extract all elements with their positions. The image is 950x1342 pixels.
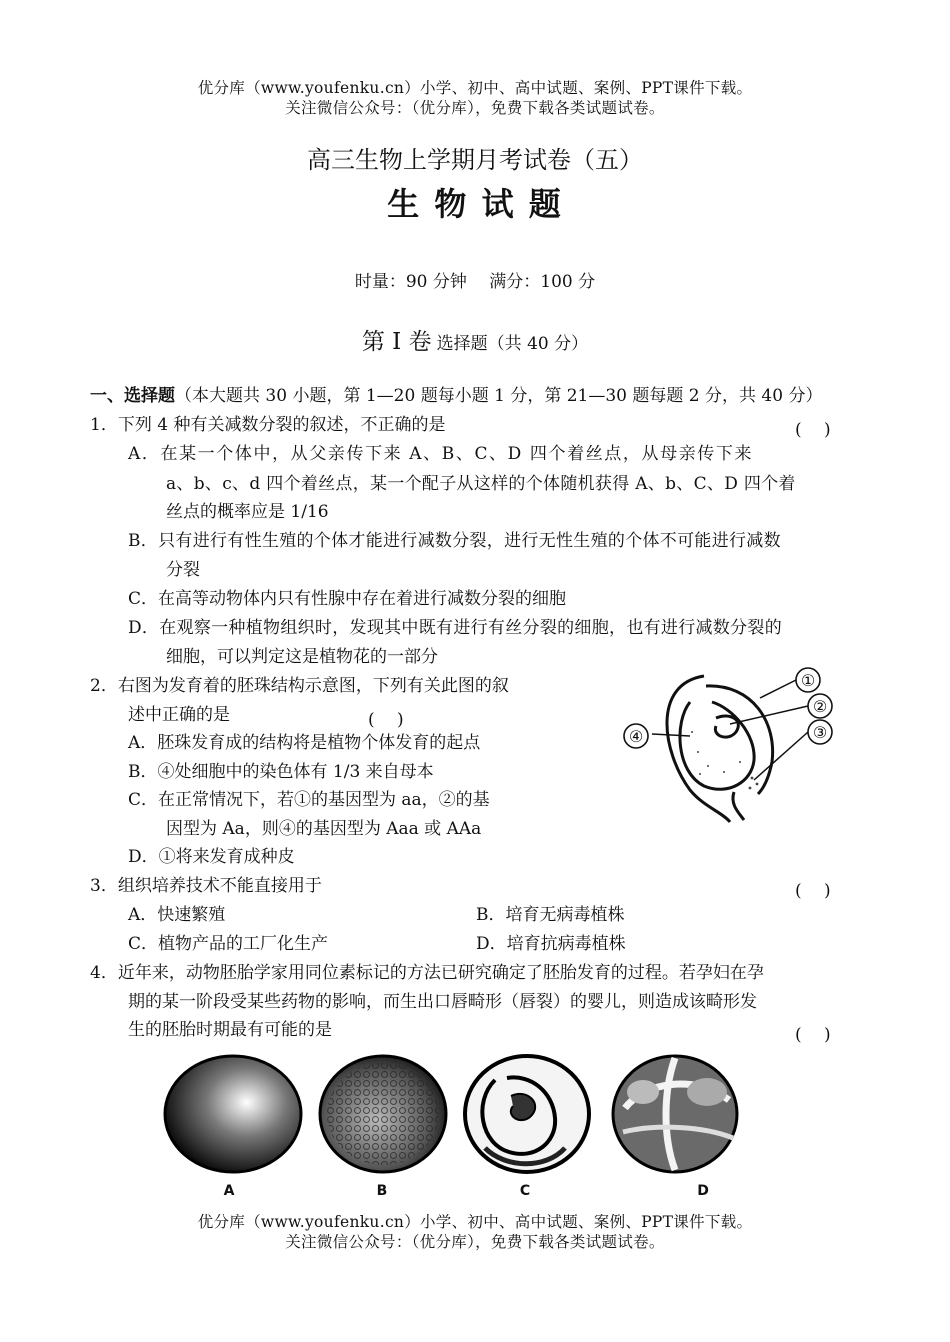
q2-option-d: D．①将来发育成种皮 xyxy=(128,847,295,867)
part-desc: 选择题（共 40 分） xyxy=(436,334,589,354)
q1-option-a-line3: 丝点的概率应是 1/16 xyxy=(166,502,329,522)
q1-option-b-line1: B．只有进行有性生殖的个体才能进行减数分裂，进行无性生殖的个体不可能进行减数 xyxy=(128,531,781,551)
section-label: 一、选择题 xyxy=(90,386,175,406)
exam-title: 高三生物上学期月考试卷（五） xyxy=(307,146,643,174)
label-1: ① xyxy=(800,671,816,690)
ovule-cell-dots xyxy=(691,731,758,789)
q3-option-d: D．培育抗病毒植株 xyxy=(476,934,626,954)
q1-option-a-line2: a、b、c、d 四个着丝点，某一个配子从这样的个体随机获得 A、b、C、D 四个着 xyxy=(166,474,796,494)
embryo-label-d: D xyxy=(697,1183,709,1199)
embryo-label-a: A xyxy=(223,1183,235,1199)
section-note: （本大题共 30 小题，第 1—20 题每小题 1 分，第 21—30 题每题 2 分，共 40 分） xyxy=(175,386,823,406)
q4-stem-line2: 期的某一阶段受某些药物的影响，而生出口唇畸形（唇裂）的婴儿，则造成该畸形发 xyxy=(128,992,757,1012)
ovule-stalk xyxy=(733,792,744,820)
q1-option-b-line2: 分裂 xyxy=(166,560,200,580)
embryo-b-blastula xyxy=(320,1056,446,1172)
footer-line-2: 关注微信公众号：（优分库），免费下载各类试题试卷。 xyxy=(285,1233,665,1251)
q1-option-d-line1: D．在观察一种植物组织时，发现其中既有进行有丝分裂的细胞，也有进行减数分裂的 xyxy=(128,618,783,638)
q2-answer-paren: ( ) xyxy=(368,710,404,730)
ovule-diagram xyxy=(612,662,852,826)
embryo-label-c: C xyxy=(519,1183,531,1199)
q3-option-a: A．快速繁殖 xyxy=(128,905,226,925)
q4-stem-line3: 生的胚胎时期最有可能的是 xyxy=(128,1020,332,1040)
pointer-line-4 xyxy=(652,734,690,736)
label-4: ④ xyxy=(628,727,644,746)
q2-option-c-line2: 因型为 Aa，则④的基因型为 Aaa 或 AAa xyxy=(166,819,482,839)
header-line-2: 关注微信公众号：（优分库），免费下载各类试题试卷。 xyxy=(285,99,665,117)
label-2: ② xyxy=(812,697,828,716)
q3-option-b: B．培育无病毒植株 xyxy=(476,905,625,925)
embryo-figures xyxy=(155,1052,770,1204)
ovule-embryo-sac xyxy=(680,702,754,789)
q4-stem-line1: 4．近年来，动物胚胎学家用同位素标记的方法已研究确定了胚胎发育的过程。若孕妇在孕 xyxy=(90,963,764,983)
embryo-c-neurula xyxy=(465,1056,589,1172)
subject-title: 生 物 试 题 xyxy=(387,185,563,223)
pointer-line-2 xyxy=(730,706,808,724)
part-heading xyxy=(0,327,950,359)
ovule-outer-integument xyxy=(667,676,730,822)
q1-option-d-line2: 细胞，可以判定这是植物花的一部分 xyxy=(166,647,438,667)
pointer-line-1 xyxy=(760,680,796,698)
header-line-1: 优分库（www.youfenku.cn）小学、初中、高中试题、案例、PPT课件下载。 xyxy=(197,79,753,97)
footer-line-1: 优分库（www.youfenku.cn）小学、初中、高中试题、案例、PPT课件下载。 xyxy=(197,1213,753,1231)
q4-answer-paren: ( ) xyxy=(795,1025,831,1045)
q2-option-a: A．胚珠发育成的结构将是植物个体发育的起点 xyxy=(128,733,481,753)
exam-info: 时量：90 分钟 满分：100 分 xyxy=(354,272,596,292)
section-heading xyxy=(90,386,822,406)
q3-answer-paren: ( ) xyxy=(795,881,831,901)
q2-stem-line1: 2．右图为发育着的胚珠结构示意图，下列有关此图的叙 xyxy=(90,676,509,696)
embryo-a-morula xyxy=(165,1056,301,1172)
q1-option-c: C．在高等动物体内只有性腺中存在着进行减数分裂的细胞 xyxy=(128,589,567,609)
label-3: ③ xyxy=(812,723,828,742)
ovule-embryo xyxy=(715,716,738,737)
embryo-d-cleavage xyxy=(613,1056,737,1172)
q2-option-b: B．④处细胞中的染色体有 1/3 来自母本 xyxy=(128,762,434,782)
q1-answer-paren: ( ) xyxy=(795,420,831,440)
q1-option-a-line1: A．在某一个体中，从父亲传下来 A、B、C、D 四个着丝点，从母亲传下来 xyxy=(128,444,754,464)
q3-stem: 3．组织培养技术不能直接用于 xyxy=(90,876,322,896)
part-label: 第 Ⅰ 卷 xyxy=(361,329,432,355)
q2-option-c-line1: C．在正常情况下，若①的基因型为 aa，②的基 xyxy=(128,790,490,810)
q1-stem: 1．下列 4 种有关减数分裂的叙述，不正确的是 xyxy=(90,415,446,435)
pointer-line-3 xyxy=(754,732,808,780)
embryo-label-b: B xyxy=(376,1183,388,1199)
q3-option-c: C．植物产品的工厂化生产 xyxy=(128,934,329,954)
q2-stem-line2: 述中正确的是 xyxy=(128,705,230,725)
